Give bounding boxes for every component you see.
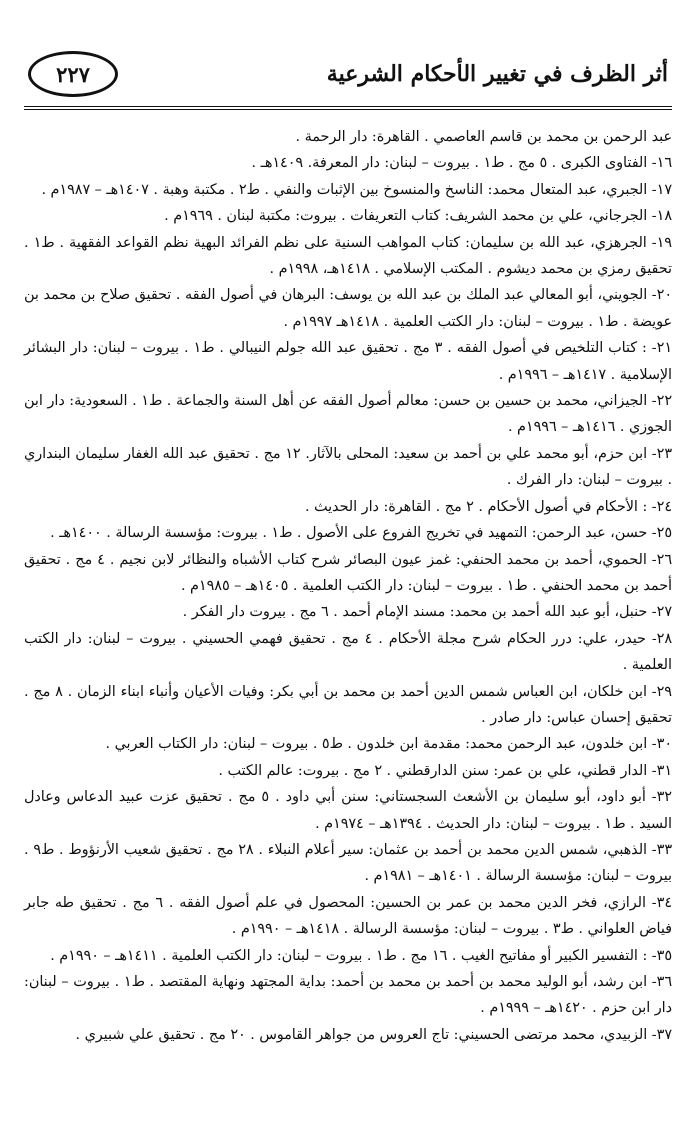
- bibliography-entry: ١٨- الجرجاني، علي بن محمد الشريف: كتاب التعريفات . بيروت: مكتبة لبنان . ١٩٦٩م .: [164, 208, 672, 225]
- page-number: ٢٢٧: [28, 51, 118, 97]
- header-divider: [24, 106, 672, 110]
- bibliography-list: [24, 124, 672, 1048]
- bibliography-entry: ٢٩- ابن خلكان، ابن العباس شمس الدين أحمد بن محمد بن أبي بكر: وفيات الأعيان وأنباء ابناء الزمان . ٨ مج . تحقيق إحسان عباس: دار صادر .: [24, 683, 672, 726]
- bibliography-entry: ٣١- الدار قطني، علي بن عمر: سنن الدارقطني . ٢ مج . بيروت: عالم الكتب .: [218, 762, 672, 779]
- bibliography-entry: ٢٣- ابن حزم، أبو محمد علي بن أحمد بن سعيد: المحلى بالآثار. ١٢ مج . تحقيق عبد الله الغفار سليمان البنداري . بيروت – لبنان: دار الفرك .: [24, 445, 672, 489]
- bibliography-entry: ٣٤- الرازي، فخر الدين محمد بن عمر بن الحسين: المحصول في علم أصول الفقه . ٦ مج . تحقيق طه جابر فياض العلواني . ط٣ . بيروت – لبنان: مؤسسة الرسالة . ١٤١٨هـ – ١٩٩٠م .: [24, 894, 672, 938]
- bibliography-entry: ٢٥- حسن، عبد الرحمن: التمهيد في تخريج الفروع على الأصول . ط١ . بيروت: مؤسسة الرسالة . ١٤٠٠هـ .: [50, 525, 672, 542]
- bibliography-entry: ١٦- الفتاوى الكبرى . ٥ مج . ط١ . بيروت – لبنان: دار المعرفة. ١٤٠٩هـ .: [251, 155, 672, 172]
- bibliography-entry: ٢٤- : الأحكام في أصول الأحكام . ٢ مج . القاهرة: دار الحديث .: [304, 498, 672, 515]
- bibliography-entry: ٢٦- الحموي، أحمد بن محمد الحنفي: غمز عيون البصائر شرح كتاب الأشباه والنظائر لابن نجيم . ٤ مج . تحقيق أحمد بن محمد الحنفي . ط١ . بيروت – لبنان: دار الكتب العلمية . ١٤٠٥هـ – ١٩٨٥م .: [24, 551, 672, 594]
- running-header: [24, 38, 672, 110]
- bibliography-entry: ٣٦- ابن رشد، أبو الوليد محمد بن أحمد بن محمد بن أحمد: بداية المجتهد ونهاية المقتصد . ط١ . بيروت – لبنان: دار ابن حزم . ١٤٢٠هـ – ١٩٩٩م .: [24, 974, 672, 1017]
- bibliography-entry: ٢٠- الجويني، أبو المعالي عبد الملك بن عبد الله بن يوسف: البرهان في أصول الفقه . تحقيق صلاح بن محمد بن عويضة . ط١ . بيروت – لبنان: دار الكتب العلمية . ١٤١٨هـ ١٩٩٧م .: [24, 287, 672, 330]
- bibliography-entry: ٢١- : كتاب التلخيص في أصول الفقه . ٣ مج . تحقيق عبد الله جولم النيبالي . ط١ . بيروت – لبنان: دار البشائر الإسلامية . ١٤١٧هـ – ١٩٩٦م .: [24, 340, 672, 383]
- bibliography-entry: ٣٧- الزبيدي، محمد مرتضى الحسيني: تاج العروس من جواهر القاموس . ٢٠ مج . تحقيق علي شبيري .: [75, 1026, 672, 1043]
- bibliography-entry: ٣٠- ابن خلدون، عبد الرحمن محمد: مقدمة ابن خلدون . ط٥ . بيروت – لبنان: دار الكتاب العربي .: [105, 736, 672, 753]
- bibliography-entry: ٣٢- أبو داود، أبو سليمان بن الأشعث السجستاني: سنن أبي داود . ٥ مج . تحقيق عزت عبيد الدعاس وعادل السيد . ط١ . بيروت – لبنان: دار الحديث . ١٣٩٤هـ – ١٩٧٤م .: [24, 789, 672, 832]
- bibliography-entry: ٣٥- : التفسير الكبير أو مفاتيح الغيب . ١٦ مج . ط١ . بيروت – لبنان: دار الكتب العلمية . ١٤١١هـ – ١٩٩٠م .: [50, 947, 672, 964]
- bibliography-entry: عبد الرحمن بن محمد بن قاسم العاصمي . القاهرة: دار الرحمة .: [295, 129, 672, 145]
- bibliography-entry: ٢٨- حيدر، علي: درر الحكام شرح مجلة الأحكام . ٤ مج . تحقيق فهمي الحسيني . بيروت – لبنان: دار الكتب العلمية .: [24, 630, 673, 674]
- bibliography-entry: ٢٢- الجيزاني، محمد بن حسين بن حسن: معالم أصول الفقه عن أهل السنة والجماعة . ط١ . السعودية: دار ابن الجوزي . ١٤١٦هـ – ١٩٩٦م .: [24, 393, 672, 436]
- bibliography-entry: ١٧- الجبري، عبد المتعال محمد: الناسخ والمنسوخ بين الإثبات والنفي . ط٢ . مكتبة وهبة . ١٤٠٧هـ – ١٩٨٧م .: [41, 181, 672, 198]
- bibliography-entry: ٢٧- حنبل، أبو عبد الله أحمد بن محمد: مسند الإمام أحمد . ٦ مج . بيروت دار الفكر .: [182, 604, 672, 621]
- document-page: [0, 38, 698, 1138]
- bibliography-entry: ٣٣- الذهبي، شمس الدين محمد بن أحمد بن عثمان: سير أعلام النبلاء . ٢٨ مج . تحقيق شعيب الأرنؤوط . ط٩ . بيروت – لبنان: مؤسسة الرسالة . ١٤٠١هـ – ١٩٨١م .: [24, 841, 673, 885]
- bibliography-entry: ١٩- الجرهزي، عبد الله بن سليمان: كتاب المواهب السنية على نظم الفرائد البهية نظم القواعد الفقهية . ط١ . تحقيق رمزي بن محمد ديشوم . المكتب الإسلامي . ١٤١٨هـ، ١٩٩٨م .: [24, 234, 672, 278]
- book-title: أثر الظرف في تغيير الأحكام الشرعية: [326, 61, 668, 87]
